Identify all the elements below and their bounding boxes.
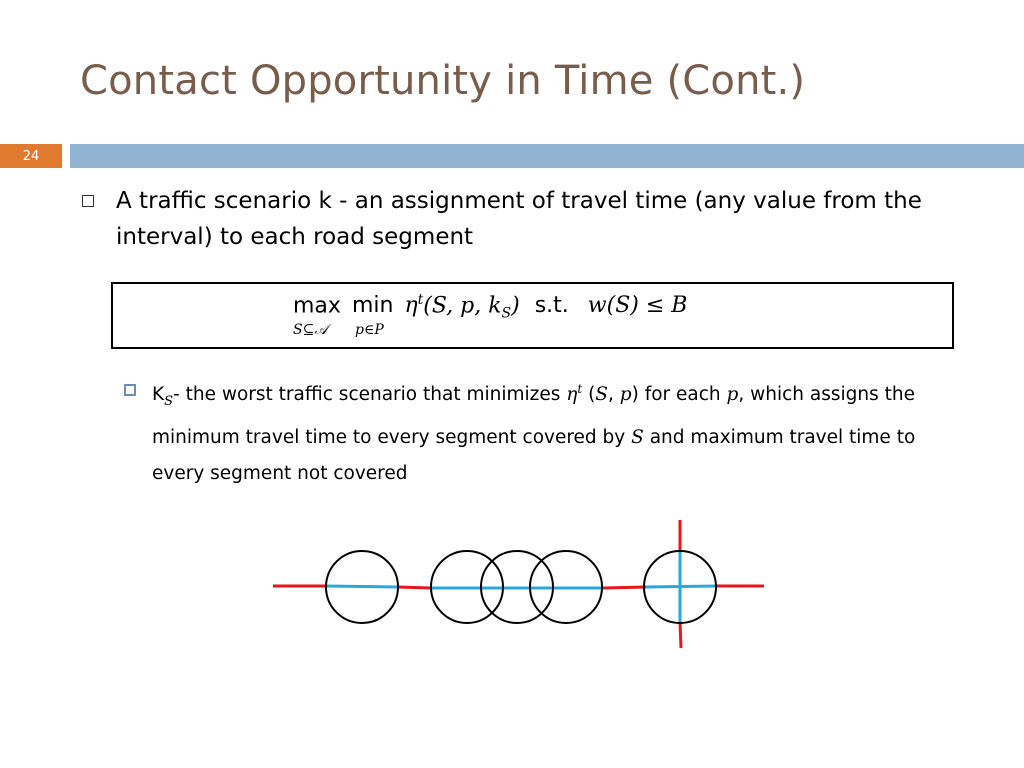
- slide-number: 24: [0, 144, 62, 168]
- text-part-1: - the worst traffic scenario that minimizes: [173, 384, 567, 406]
- covered-segment: [326, 586, 398, 587]
- eta-sup: t: [577, 382, 583, 396]
- formula-constraint: w(S) ≤ B: [587, 293, 688, 319]
- formula-min-sub: p∈P: [355, 322, 384, 338]
- formula-min: min: [351, 293, 394, 319]
- road-segment: [603, 587, 646, 588]
- k-sub: S: [164, 393, 174, 409]
- k-label: K: [152, 384, 165, 406]
- comma: ,: [607, 384, 620, 406]
- eta-symbol: η: [566, 384, 578, 406]
- text-part-3: and maximum travel time to every segment not covered: [152, 426, 916, 484]
- slide-title: Contact Opportunity in Time (Cont.): [80, 58, 806, 104]
- p-symbol: p: [619, 384, 632, 406]
- formula-t: t: [417, 292, 424, 308]
- s-symbol-2: S: [631, 426, 644, 448]
- road-segment: [680, 622, 681, 648]
- formula-args-close: ): [511, 293, 520, 319]
- formula-eta: η: [404, 293, 418, 319]
- s-symbol: S: [595, 384, 608, 406]
- paren-open: (: [582, 384, 596, 406]
- p-symbol-2: p: [726, 384, 739, 406]
- formula-args-sub: S: [501, 305, 512, 322]
- formula-args: (S, p, k: [423, 293, 502, 319]
- road-segment: [398, 587, 431, 588]
- text-part-2: , which assigns the minimum travel time to every segment covered by: [152, 384, 915, 448]
- paren-close: ) for each: [631, 384, 727, 406]
- formula-st: s.t.: [534, 293, 569, 319]
- formula-max-sub: S⊆𝒜: [293, 322, 328, 338]
- bullet-text: A traffic scenario k - an assignment of travel time (any value from the interval) to each road segment: [116, 188, 922, 250]
- formula-max: max: [293, 293, 341, 319]
